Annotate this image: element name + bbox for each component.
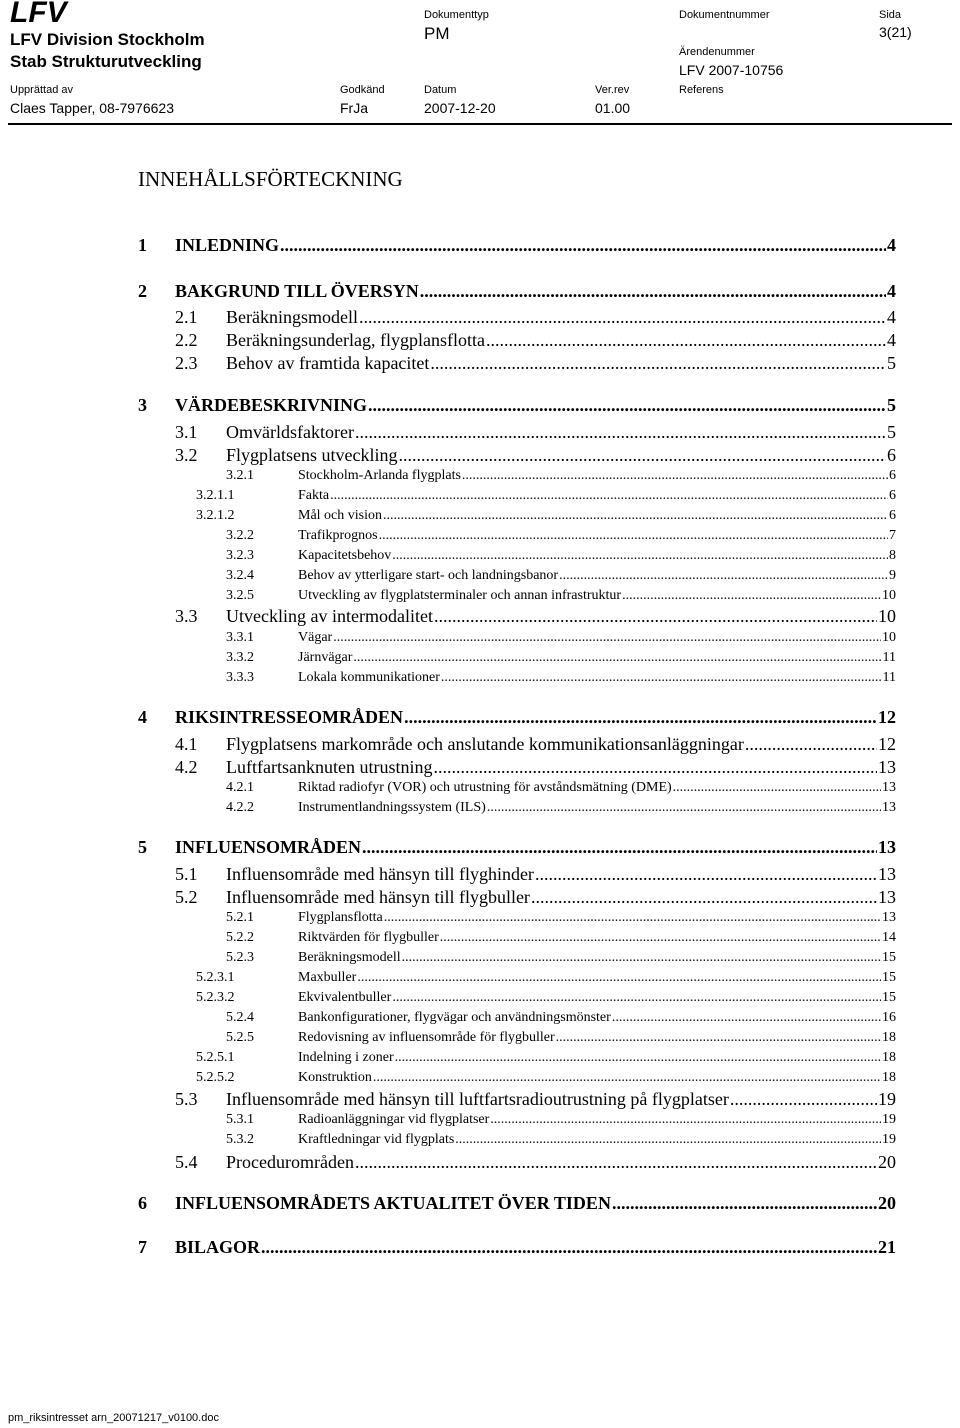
- toc-entry[interactable]: [175, 1152, 896, 1173]
- toc-entry[interactable]: [196, 1070, 896, 1086]
- toc-entry-title: Stockholm-Arlanda flygplats: [298, 468, 461, 483]
- toc-entry[interactable]: [226, 1112, 896, 1128]
- toc-entry-number: 4.1: [175, 734, 198, 754]
- toc-entry-page: 4: [887, 281, 896, 301]
- toc-entry-number: 7: [138, 1237, 147, 1257]
- toc-entry[interactable]: [226, 1132, 896, 1148]
- toc-entry-title: Ekvivalentbuller: [298, 990, 392, 1005]
- toc-entry-page: 15: [882, 970, 896, 985]
- footer-filename: pm_riksintresset arn_20071217_v0100.doc: [8, 1412, 219, 1424]
- toc-entry[interactable]: [226, 930, 896, 946]
- toc-dot-leader: [330, 488, 888, 504]
- toc-entry-page: 5: [887, 353, 896, 373]
- toc-dot-leader: [395, 1050, 881, 1066]
- toc-entry-title: VÄRDEBESKRIVNING: [175, 395, 368, 415]
- toc-dot-leader: [362, 837, 877, 858]
- toc-entry[interactable]: [196, 990, 896, 1006]
- toc-dot-leader: [355, 422, 886, 443]
- toc-entry-number: 5.2.5.1: [196, 1050, 235, 1065]
- toc-entry-title: Konstruktion: [298, 1070, 372, 1085]
- toc-entry-title: Influensområde med hänsyn till luftfartsradioutrustning på flygplatser: [226, 1089, 729, 1109]
- toc-dot-leader: [535, 864, 877, 885]
- toc-entry-page: 18: [882, 1050, 896, 1065]
- approved-label: Godkänd: [340, 84, 385, 96]
- toc-entry-title: BAKGRUND TILL ÖVERSYN: [175, 281, 419, 301]
- toc-entry-number: 3.3.2: [226, 650, 254, 665]
- toc-entry-page: 6: [889, 508, 896, 523]
- case-number-label: Ärendenummer: [679, 46, 755, 58]
- toc-entry[interactable]: [138, 837, 896, 858]
- toc-entry-number: 3.2.1: [226, 468, 254, 483]
- toc-entry-page: 11: [882, 650, 896, 665]
- toc-dot-leader: [353, 650, 881, 666]
- toc-dot-leader: [455, 1132, 881, 1148]
- version-label: Ver.rev: [595, 84, 630, 96]
- toc-entry[interactable]: [175, 330, 896, 351]
- toc-entry-page: 13: [878, 757, 896, 777]
- toc-entry-page: 5: [887, 422, 896, 442]
- toc-entry-page: 21: [878, 1237, 896, 1257]
- toc-entry-number: 3.1: [175, 422, 198, 442]
- toc-entry-title: Trafikprognos: [298, 528, 378, 543]
- toc-entry[interactable]: [226, 910, 896, 926]
- toc-entry[interactable]: [175, 864, 896, 885]
- toc-dot-leader: [745, 734, 877, 755]
- toc-entry-page: 7: [889, 528, 896, 543]
- toc-entry[interactable]: [226, 528, 896, 544]
- toc-entry-title: Influensområde med hänsyn till flygbuller: [226, 887, 530, 907]
- toc-entry[interactable]: [138, 395, 896, 416]
- version-value: 01.00: [595, 100, 631, 116]
- toc-entry[interactable]: [138, 1237, 896, 1258]
- toc-entry-page: 16: [882, 1010, 896, 1025]
- toc-entry-number: 3.2.2: [226, 528, 254, 543]
- toc-entry[interactable]: [175, 887, 896, 908]
- toc-dot-leader: [440, 930, 881, 946]
- org-logo-text: LFV: [10, 0, 67, 29]
- toc-dot-leader: [392, 548, 888, 564]
- toc-entry-number: 3.2.3: [226, 548, 254, 563]
- toc-entry-number: 5.3: [175, 1089, 198, 1109]
- toc-entry-title: Behov av framtida kapacitet: [226, 353, 430, 373]
- toc-entry[interactable]: [138, 1193, 896, 1214]
- toc-entry[interactable]: [175, 307, 896, 328]
- toc-dot-leader: [556, 1030, 881, 1046]
- toc-dot-leader: [434, 606, 877, 627]
- toc-entry-title: Kraftledningar vid flygplats: [298, 1132, 455, 1147]
- toc-entry-page: 18: [882, 1030, 896, 1045]
- toc-entry-title: INFLUENSOMRÅDETS AKTUALITET ÖVER TIDEN: [175, 1193, 611, 1213]
- toc-entry-page: 12: [878, 734, 896, 754]
- toc-entry-number: 3.2.5: [226, 588, 254, 603]
- toc-entry-page: 19: [882, 1112, 896, 1127]
- toc-entry[interactable]: [196, 970, 896, 986]
- toc-entry-number: 3.3.1: [226, 630, 254, 645]
- toc-dot-leader: [280, 235, 886, 256]
- prepared-by-value: Claes Tapper, 08-7976623: [10, 100, 174, 116]
- org-unit: Stab Strukturutveckling: [10, 52, 202, 71]
- toc-entry-title: Procedurområden: [226, 1152, 354, 1172]
- toc-dot-leader: [384, 910, 881, 926]
- toc-entry-title: Riktvärden för flygbuller: [298, 930, 439, 945]
- toc-entry[interactable]: [226, 650, 896, 666]
- toc-entry-title: Flygplatsens markområde och anslutande kommunikationsanläggningar: [226, 734, 744, 754]
- toc-dot-leader: [462, 468, 888, 484]
- toc-entry[interactable]: [226, 670, 896, 686]
- toc-entry-number: 5.2.4: [226, 1010, 254, 1025]
- toc-entry[interactable]: [196, 1050, 896, 1066]
- toc-entry-title: Beräkningsmodell: [226, 307, 358, 327]
- toc-entry-title: Omvärldsfaktorer: [226, 422, 354, 442]
- toc-entry-page: 13: [878, 864, 896, 884]
- toc-dot-leader: [622, 588, 881, 604]
- toc-entry-title: Utveckling av intermodalitet: [226, 606, 433, 626]
- toc-dot-leader: [730, 1089, 877, 1110]
- toc-entry[interactable]: [226, 780, 896, 796]
- toc-dot-leader: [559, 568, 888, 584]
- toc-entry-title: Flygplansflotta: [298, 910, 383, 925]
- toc-entry[interactable]: [226, 588, 896, 604]
- toc-dot-leader: [368, 395, 886, 416]
- toc-entry-number: 3.3.3: [226, 670, 254, 685]
- toc-entry-page: 20: [878, 1152, 896, 1172]
- date-label: Datum: [424, 84, 457, 96]
- toc-entry-page: 9: [889, 568, 896, 583]
- toc-entry-page: 8: [889, 548, 896, 563]
- toc-entry-number: 5.4: [175, 1152, 198, 1172]
- toc-entry-page: 10: [882, 630, 896, 645]
- toc-dot-leader: [373, 1070, 881, 1086]
- toc-entry-title: Radioanläggningar vid flygplatser: [298, 1112, 490, 1127]
- date-value: 2007-12-20: [424, 100, 496, 116]
- toc-entry-number: 5.2.5.2: [196, 1070, 235, 1085]
- toc-entry[interactable]: [138, 281, 896, 302]
- toc-entry-number: 5.2.2: [226, 930, 254, 945]
- toc-dot-leader: [490, 1112, 881, 1128]
- toc-entry-page: 15: [882, 990, 896, 1005]
- toc-entry-number: 1: [138, 235, 147, 255]
- toc-dot-leader: [355, 1152, 877, 1173]
- toc-dot-leader: [398, 445, 886, 466]
- toc-entry[interactable]: [226, 950, 896, 966]
- toc-dot-leader: [404, 707, 877, 728]
- toc-entry-page: 11: [882, 670, 896, 685]
- toc-entry-page: 6: [889, 488, 896, 503]
- toc-entry-page: 10: [882, 588, 896, 603]
- org-division: LFV Division Stockholm: [10, 30, 205, 49]
- toc-entry-number: 4.2.1: [226, 780, 254, 795]
- toc-entry-title: Beräkningsunderlag, flygplansflotta: [226, 330, 485, 350]
- toc-entry-page: 18: [882, 1070, 896, 1085]
- toc-entry[interactable]: [175, 606, 896, 627]
- toc-entry-page: 5: [887, 395, 896, 415]
- toc-dot-leader: [333, 630, 881, 646]
- toc-entry-number: 5.2.3.1: [196, 970, 235, 985]
- toc-entry-number: 5: [138, 837, 147, 857]
- toc-entry-title: Beräkningsmodell: [298, 950, 401, 965]
- toc-entry-number: 6: [138, 1193, 147, 1213]
- toc-dot-leader: [383, 508, 888, 524]
- toc-entry[interactable]: [226, 548, 896, 564]
- toc-entry-number: 2: [138, 281, 147, 301]
- toc-dot-leader: [357, 970, 881, 986]
- page-value: 3(21): [879, 24, 912, 40]
- toc-entry-title: Redovisning av influensområde för flygbuller: [298, 1030, 555, 1045]
- toc-entry-title: Riktad radiofyr (VOR) och utrustning för avståndsmätning (DME): [298, 780, 672, 795]
- reference-label: Referens: [679, 84, 724, 96]
- toc-entry[interactable]: [175, 1089, 896, 1110]
- doc-number-label: Dokumentnummer: [679, 9, 770, 21]
- toc-entry[interactable]: [196, 488, 896, 504]
- toc-dot-leader: [420, 281, 886, 302]
- toc-entry-page: 19: [878, 1089, 896, 1109]
- toc-entry-title: Bankonfigurationer, flygvägar och användningsmönster: [298, 1010, 611, 1025]
- toc-entry-title: Behov av ytterligare start- och landningsbanor: [298, 568, 559, 583]
- toc-entry[interactable]: [175, 353, 896, 374]
- toc-entry-page: 4: [887, 307, 896, 327]
- toc-entry-number: 3: [138, 395, 147, 415]
- toc-dot-leader: [261, 1237, 877, 1258]
- toc-entry-page: 6: [887, 445, 896, 465]
- toc-entry-page: 10: [878, 606, 896, 626]
- toc-entry-number: 3.2.1.1: [196, 488, 235, 503]
- toc-entry-title: Kapacitetsbehov: [298, 548, 392, 563]
- toc-entry-page: 13: [878, 887, 896, 907]
- toc-entry[interactable]: [226, 568, 896, 584]
- toc-entry[interactable]: [226, 1030, 896, 1046]
- toc-entry-page: 13: [882, 800, 896, 815]
- toc-entry-number: 5.2: [175, 887, 198, 907]
- header-divider: [8, 123, 952, 125]
- toc-entry[interactable]: [175, 757, 896, 778]
- toc-dot-leader: [430, 353, 886, 374]
- toc-entry[interactable]: [175, 422, 896, 443]
- toc-dot-leader: [441, 670, 882, 686]
- doc-type-label: Dokumenttyp: [424, 9, 489, 21]
- approved-value: FrJa: [340, 100, 368, 116]
- toc-entry-title: Influensområde med hänsyn till flyghinder: [226, 864, 534, 884]
- toc-entry[interactable]: [175, 734, 896, 755]
- toc-dot-leader: [379, 528, 888, 544]
- toc-dot-leader: [487, 800, 881, 816]
- toc-entry-number: 5.1: [175, 864, 198, 884]
- toc-entry[interactable]: [226, 630, 896, 646]
- toc-entry-number: 5.3.2: [226, 1132, 254, 1147]
- toc-entry-number: 4.2: [175, 757, 198, 777]
- toc-dot-leader: [433, 757, 877, 778]
- toc-entry-page: 15: [882, 950, 896, 965]
- toc-entry-page: 13: [878, 837, 896, 857]
- toc-entry-number: 3.2: [175, 445, 198, 465]
- toc-entry-page: 14: [882, 930, 896, 945]
- toc-dot-leader: [486, 330, 886, 351]
- toc-entry-title: Maxbuller: [298, 970, 357, 985]
- toc-entry-title: Mål och vision: [298, 508, 382, 523]
- case-number-value: LFV 2007-10756: [679, 62, 784, 78]
- toc-entry-title: Fakta: [298, 488, 330, 503]
- toc-entry-title: Lokala kommunikationer: [298, 670, 440, 685]
- toc-entry-page: 4: [887, 235, 896, 255]
- toc-entry-number: 5.2.1: [226, 910, 254, 925]
- toc-entry-number: 4: [138, 707, 147, 727]
- toc-dot-leader: [359, 307, 886, 328]
- toc-entry-title: Vägar: [298, 630, 333, 645]
- toc-dot-leader: [612, 1010, 881, 1026]
- toc-entry-page: 12: [878, 707, 896, 727]
- toc-entry-title: Utveckling av flygplatsterminaler och annan infrastruktur: [298, 588, 622, 603]
- toc-entry-number: 5.2.3: [226, 950, 254, 965]
- page-label: Sida: [879, 9, 902, 21]
- toc-entry[interactable]: [138, 235, 896, 256]
- toc-dot-leader: [402, 950, 881, 966]
- toc-entry[interactable]: [226, 800, 896, 816]
- toc-entry-number: 4.2.2: [226, 800, 254, 815]
- toc-entry-number: 3.2.1.2: [196, 508, 235, 523]
- toc-entry-page: 13: [882, 780, 896, 795]
- toc-dot-leader: [673, 780, 881, 796]
- toc-entry-number: 5.2.3.2: [196, 990, 235, 1005]
- toc-entry-number: 5.2.5: [226, 1030, 254, 1045]
- toc-entry-number: 5.3.1: [226, 1112, 254, 1127]
- toc-entry-page: 13: [882, 910, 896, 925]
- toc-heading: INNEHÅLLSFÖRTECKNING: [138, 167, 403, 191]
- prepared-by-label: Upprättad av: [10, 84, 73, 96]
- toc-entry-title: Järnvägar: [298, 650, 353, 665]
- toc-entry-title: Flygplatsens utveckling: [226, 445, 398, 465]
- toc-dot-leader: [392, 990, 881, 1006]
- doc-type-value: PM: [424, 24, 450, 43]
- toc-dot-leader: [612, 1193, 877, 1214]
- toc-entry-page: 6: [889, 468, 896, 483]
- toc-entry-title: INLEDNING: [175, 235, 280, 255]
- toc-entry[interactable]: [138, 707, 896, 728]
- toc-entry[interactable]: [175, 445, 896, 466]
- toc-entry-page: 4: [887, 330, 896, 350]
- toc-entry-number: 3.2.4: [226, 568, 254, 583]
- toc-entry-page: 19: [882, 1132, 896, 1147]
- toc-entry-number: 2.3: [175, 353, 198, 373]
- toc-entry-number: 2.1: [175, 307, 198, 327]
- toc-entry-title: Luftfartsanknuten utrustning: [226, 757, 433, 777]
- toc-entry-title: RIKSINTRESSEOMRÅDEN: [175, 707, 404, 727]
- toc-entry[interactable]: [226, 468, 896, 484]
- toc-entry[interactable]: [196, 508, 896, 524]
- toc-entry-title: INFLUENSOMRÅDEN: [175, 837, 362, 857]
- toc-entry-title: BILAGOR: [175, 1237, 261, 1257]
- toc-entry-page: 20: [878, 1193, 896, 1213]
- toc-entry[interactable]: [226, 1010, 896, 1026]
- toc-entry-title: Instrumentlandningssystem (ILS): [298, 800, 486, 815]
- toc-entry-number: 3.3: [175, 606, 198, 626]
- toc-dot-leader: [531, 887, 877, 908]
- toc-entry-number: 2.2: [175, 330, 198, 350]
- toc-entry-title: Indelning i zoner: [298, 1050, 394, 1065]
